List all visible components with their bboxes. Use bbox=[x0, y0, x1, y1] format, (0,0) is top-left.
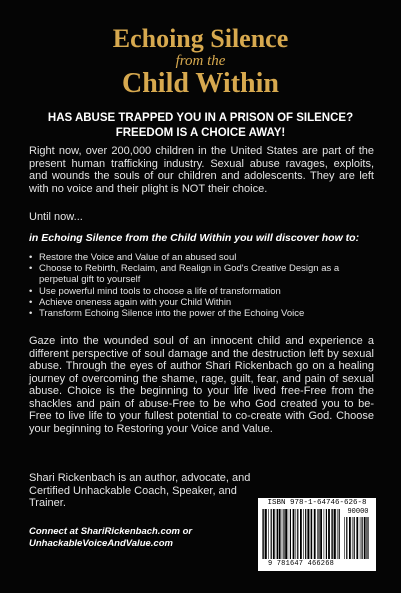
benefits-list bbox=[29, 252, 374, 319]
isbn-barcode bbox=[258, 498, 376, 571]
list-item: • Transform Echoing Silence into the power of the Echoing Voice bbox=[29, 308, 374, 319]
headline bbox=[0, 111, 401, 141]
headline-line-1: HAS ABUSE TRAPPED YOU IN A PRISON OF SILENCE? bbox=[47, 112, 354, 124]
discover-heading: in Echoing Silence from the Child Within you will discover how to: bbox=[29, 232, 360, 244]
author-bio: Shari Rickenbach is an author, advocate, and Certified Unhackable Coach, Speaker, and Trainer. bbox=[29, 472, 251, 509]
description-paragraph: Gaze into the wounded soul of an innocent child and experience a different perspective of soul damage and the destruction left by sexual abuse. Through the eyes of author Shari Rickenbach go on a healing journey of overcoming the shame, rage, guilt, fear, and pain of sexual abuse. Choice is the beginning to your life lived free-Free from the shackles and pain of abuse-Free to be who God created you to be-Free to live life to your fullest potential to co-create with God. Choose your beginning to Restoring your Voice and Value. bbox=[29, 335, 374, 435]
headline-line-2: FREEDOM IS A CHOICE AWAY! bbox=[115, 127, 286, 139]
barcode-bars-icon bbox=[262, 509, 340, 559]
cover-title bbox=[0, 25, 401, 99]
list-item: • Achieve oneness again with your Child Within bbox=[29, 297, 374, 308]
connect-line-1: Connect at ShariRickenbach.com or bbox=[29, 526, 193, 537]
connect-line-2: UnhackableVoiceAndValue.com bbox=[29, 538, 173, 549]
title-line-2: from the bbox=[175, 53, 226, 69]
title-line-3: Child Within bbox=[122, 68, 279, 99]
isbn-text: ISBN 978-1-64746-626-8 bbox=[267, 499, 367, 507]
addon-digits: 90000 bbox=[347, 508, 369, 516]
ean-digits: 9 781647 466268 bbox=[267, 560, 334, 568]
connect-links bbox=[29, 526, 249, 550]
list-item: • Choose to Rebirth, Reclaim, and Realign in God's Creative Design as a perpetual gift to yourself bbox=[29, 263, 374, 285]
list-item: • Restore the Voice and Value of an abused soul bbox=[29, 252, 374, 263]
list-item: • Use powerful mind tools to choose a life of transformation bbox=[29, 286, 374, 297]
intro-paragraph: Right now, over 200,000 children in the United States are part of the present human trafficking industry. Sexual abuse ravages, exploits, and wounds the souls of our children and adolescents. They are left with no voice and their plight is NOT their choice. bbox=[29, 145, 374, 195]
title-line-1: Echoing Silence bbox=[112, 24, 289, 53]
addon-barcode-bars-icon bbox=[344, 517, 372, 559]
until-now-text: Until now... bbox=[29, 211, 83, 223]
